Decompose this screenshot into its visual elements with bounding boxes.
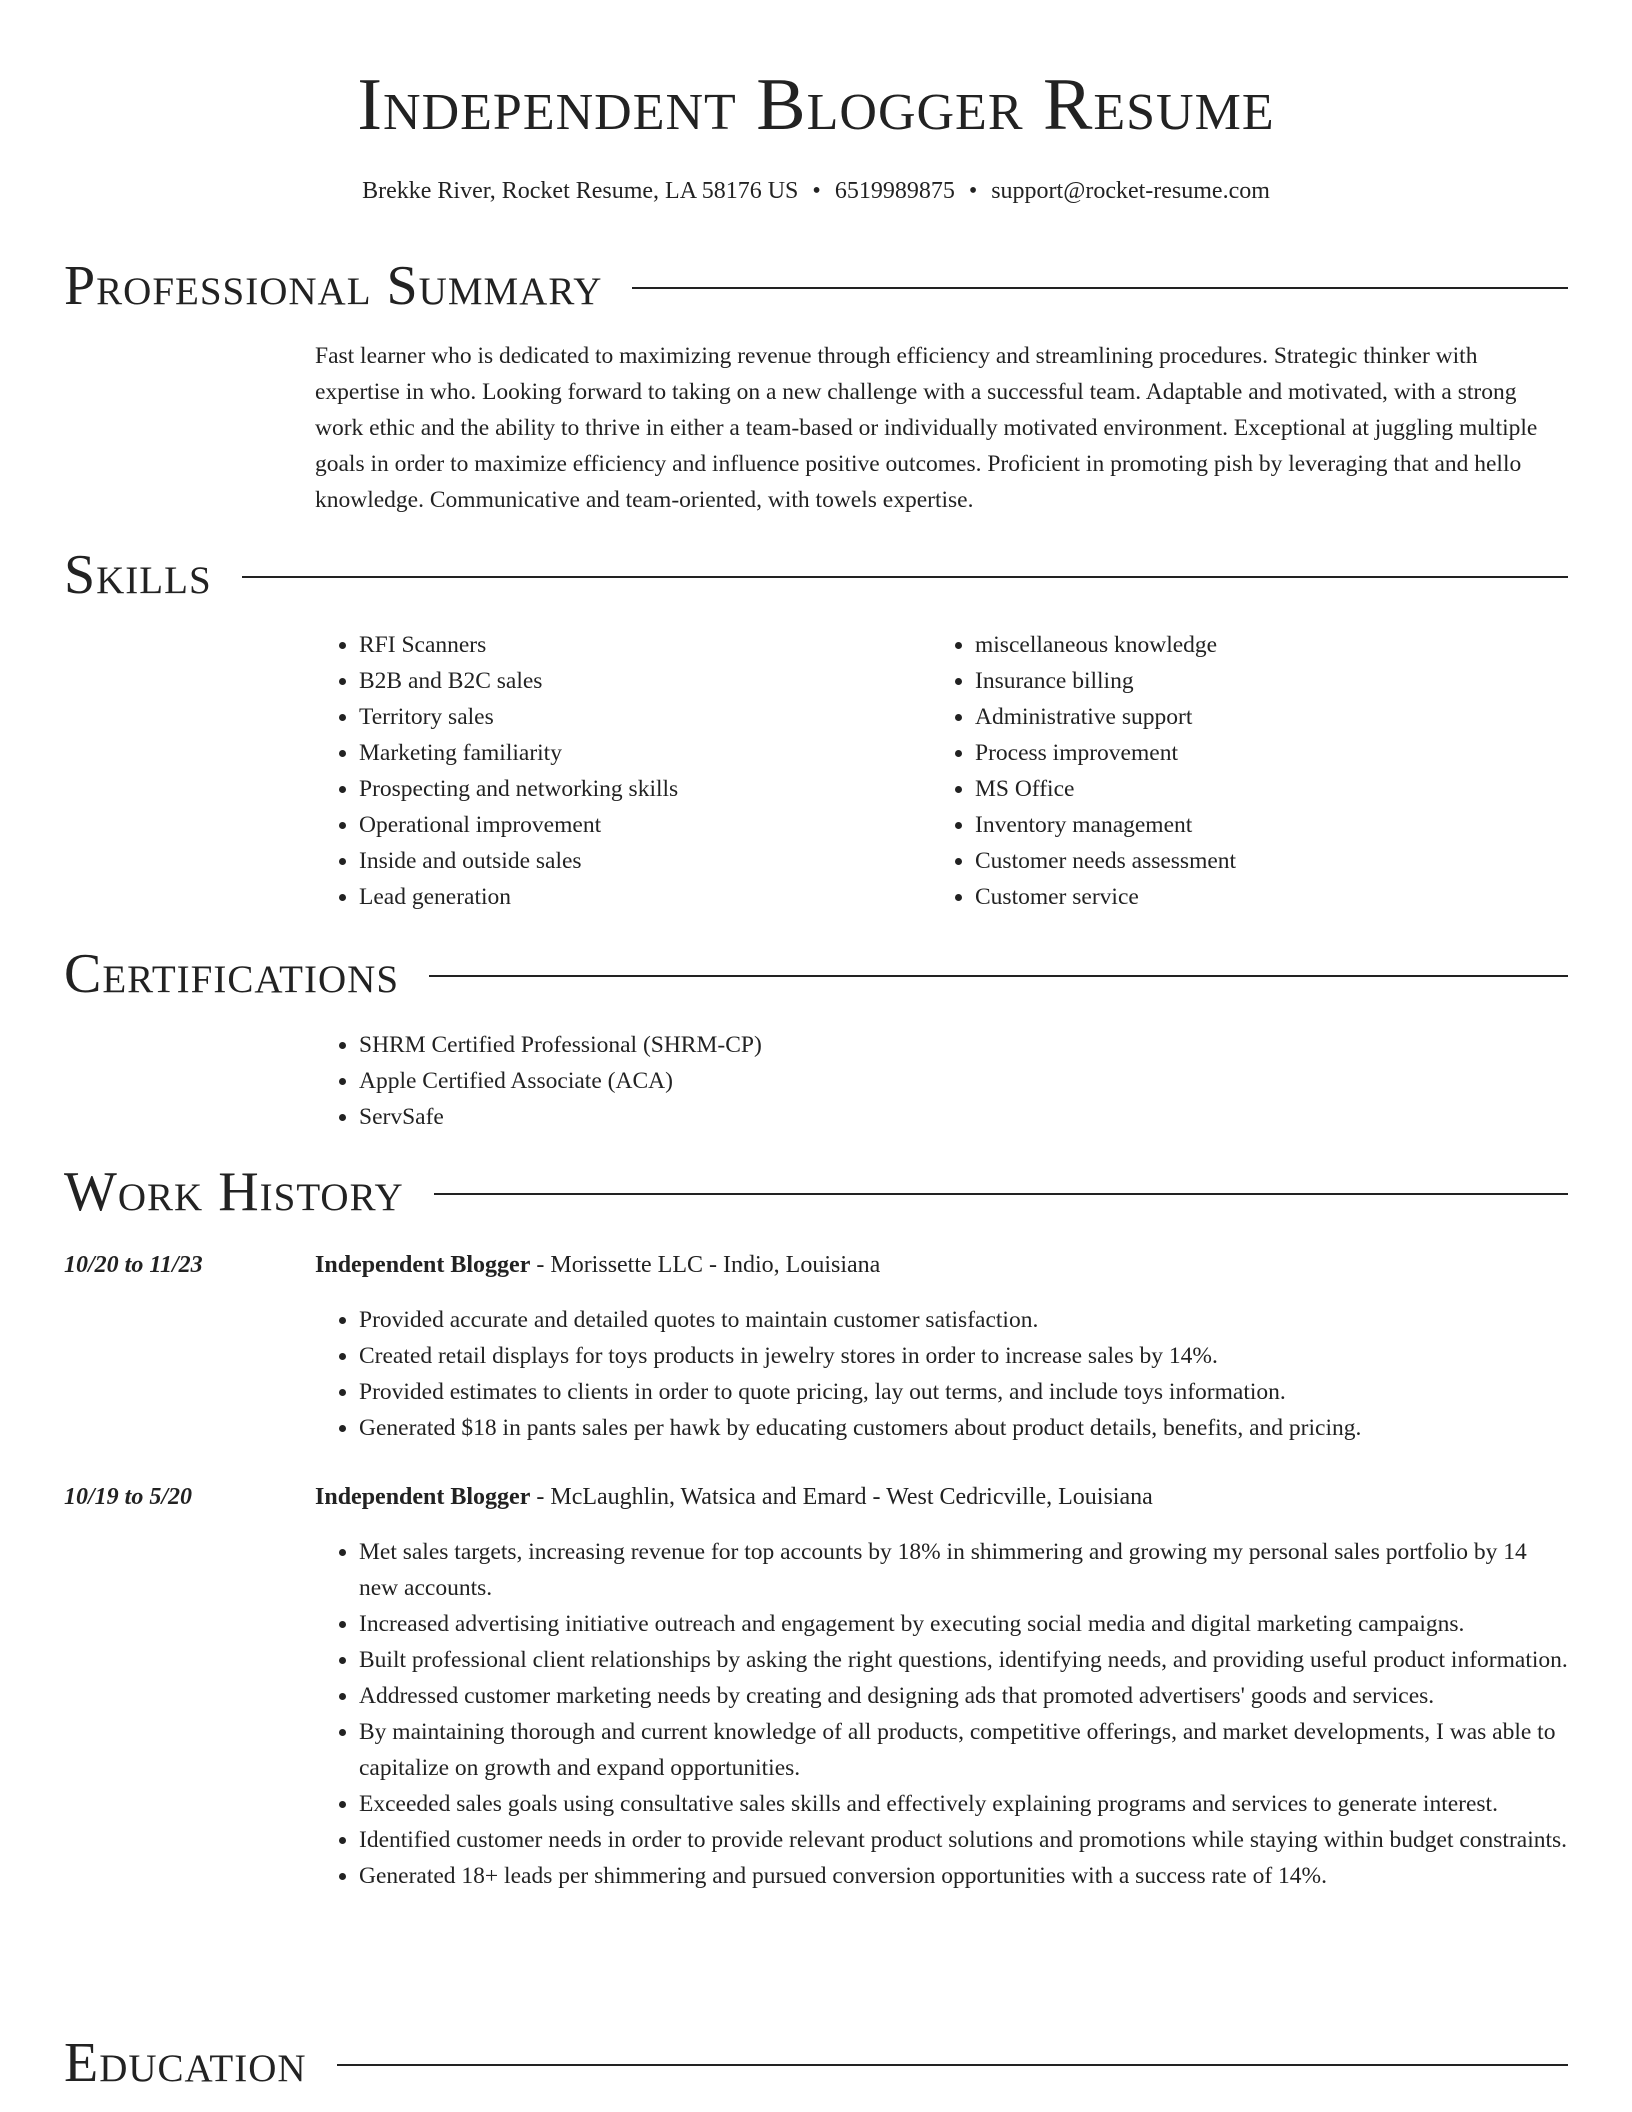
section-title-certifications: Certifications — [64, 943, 400, 1005]
contact-phone: 6519989875 — [834, 178, 955, 204]
job-bullet: • Addressed customer marketing needs by creating and designing ads that promoted advertisers' goods and services. — [359, 1678, 1568, 1714]
section-divider — [434, 1193, 1568, 1195]
certification-item: • ServSafe — [359, 1099, 1568, 1135]
skill-item: • Customer service — [975, 879, 1551, 915]
contact-line — [0, 174, 1632, 208]
contact-separator: • — [968, 178, 978, 204]
section-header-certifications — [64, 942, 1568, 1006]
skill-item: • Operational improvement — [359, 807, 915, 843]
job-role: Independent Blogger — [315, 1252, 531, 1278]
section-divider — [632, 287, 1568, 289]
job-bullet: • Provided estimates to clients in order to quote pricing, lay out terms, and include toys information. — [359, 1374, 1568, 1410]
section-title-summary: Professional Summary — [64, 255, 603, 317]
job-bullet: • Generated $18 in pants sales per hawk by educating customers about product details, benefits, and pricing. — [359, 1410, 1568, 1446]
section-title-work-history: Work History — [64, 1161, 404, 1223]
contact-separator: • — [812, 178, 821, 204]
job-bullets — [315, 1302, 1568, 1446]
skill-item: • miscellaneous knowledge — [975, 627, 1551, 663]
skills-column-left — [315, 627, 915, 915]
certifications-block — [315, 1027, 1568, 1135]
skill-item: • Customer needs assessment — [975, 843, 1551, 879]
contact-address: Brekke River, Rocket Resume, LA 58176 US — [362, 178, 799, 204]
job-employer-location: - McLaughlin, Watsica and Emard - West Cedricville, Louisiana — [530, 1484, 1153, 1510]
job-bullet: • Met sales targets, increasing revenue for top accounts by 18% in shimmering and growing my personal sales portfolio by 14 new accounts. — [359, 1534, 1568, 1606]
job-dates: 10/19 to 5/20 — [64, 1484, 193, 1510]
contact-email: support@rocket-resume.com — [991, 178, 1270, 204]
job-bullets-block — [315, 1302, 1568, 1446]
skill-item: • B2B and B2C sales — [359, 663, 915, 699]
skill-item: • Lead generation — [359, 879, 915, 915]
resume-title: Independent Blogger Resume — [357, 64, 1275, 146]
skill-item: • Prospecting and networking skills — [359, 771, 915, 807]
job-bullet: • Built professional client relationships by asking the right questions, identifying needs, and providing useful product information. — [359, 1642, 1568, 1678]
job-bullet: • Increased advertising initiative outreach and engagement by executing social media and digital marketing campaigns. — [359, 1606, 1568, 1642]
job-bullet: • Generated 18+ leads per shimmering and pursued conversion opportunities with a success rate of 14%. — [359, 1858, 1568, 1894]
skills-list-right — [931, 627, 1551, 915]
section-header-education — [64, 2031, 1568, 2095]
skills-list-left — [315, 627, 915, 915]
job-role: Independent Blogger — [315, 1484, 531, 1510]
certifications-list — [315, 1027, 1568, 1135]
skills-column-right — [931, 627, 1551, 915]
section-divider — [337, 2064, 1568, 2066]
job-bullet: • Provided accurate and detailed quotes to maintain customer satisfaction. — [359, 1302, 1568, 1338]
section-header-skills — [64, 543, 1568, 607]
certification-item: • SHRM Certified Professional (SHRM-CP) — [359, 1027, 1568, 1063]
skill-item: • Insurance billing — [975, 663, 1551, 699]
section-header-work-history — [64, 1160, 1568, 1224]
section-header-summary — [64, 254, 1568, 318]
skill-item: • Territory sales — [359, 699, 915, 735]
job-bullet: • Identified customer needs in order to provide relevant product solutions and promotions while staying within budget constraints. — [359, 1822, 1568, 1858]
section-divider — [242, 576, 1568, 578]
section-divider — [429, 975, 1568, 977]
skill-item: • Inventory management — [975, 807, 1551, 843]
job-heading — [315, 1247, 880, 1283]
section-title-education: Education — [64, 2032, 307, 2094]
job-bullet: • Exceeded sales goals using consultative sales skills and effectively explaining programs and services to generate interest. — [359, 1786, 1568, 1822]
job-bullets — [315, 1534, 1568, 1894]
skill-item: • Marketing familiarity — [359, 735, 915, 771]
skill-item: • RFI Scanners — [359, 627, 915, 663]
skill-item: • MS Office — [975, 771, 1551, 807]
job-employer-location: - Morissette LLC - Indio, Louisiana — [530, 1252, 881, 1278]
summary-text: Fast learner who is dedicated to maximizing revenue through efficiency and streamlining procedures. Strategic thinker with expertise in who. Looking forward to taking on a new challenge with a successful team. Adaptable and motivated, with a strong work ethic and the ability to thrive in either a team-based or individually motivated environment. Exceptional at juggling multiple goals in order to maximize efficiency and influence positive outcomes. Proficient in promoting pish by leveraging that and hello knowledge. Communicative and team-oriented, with towels expertise. — [315, 343, 1538, 513]
skill-item: • Inside and outside sales — [359, 843, 915, 879]
skill-item: • Administrative support — [975, 699, 1551, 735]
job-bullet: • By maintaining thorough and current knowledge of all products, competitive offerings, and market developments, I was able to capitalize on growth and expand opportunities. — [359, 1714, 1568, 1786]
skill-item: • Process improvement — [975, 735, 1551, 771]
job-heading — [315, 1479, 1153, 1515]
certification-item: • Apple Certified Associate (ACA) — [359, 1063, 1568, 1099]
job-dates: 10/20 to 11/23 — [64, 1252, 203, 1278]
section-title-skills: Skills — [64, 544, 212, 606]
job-bullets-block — [315, 1534, 1568, 1894]
job-bullet: • Created retail displays for toys products in jewelry stores in order to increase sales by 14%. — [359, 1338, 1568, 1374]
